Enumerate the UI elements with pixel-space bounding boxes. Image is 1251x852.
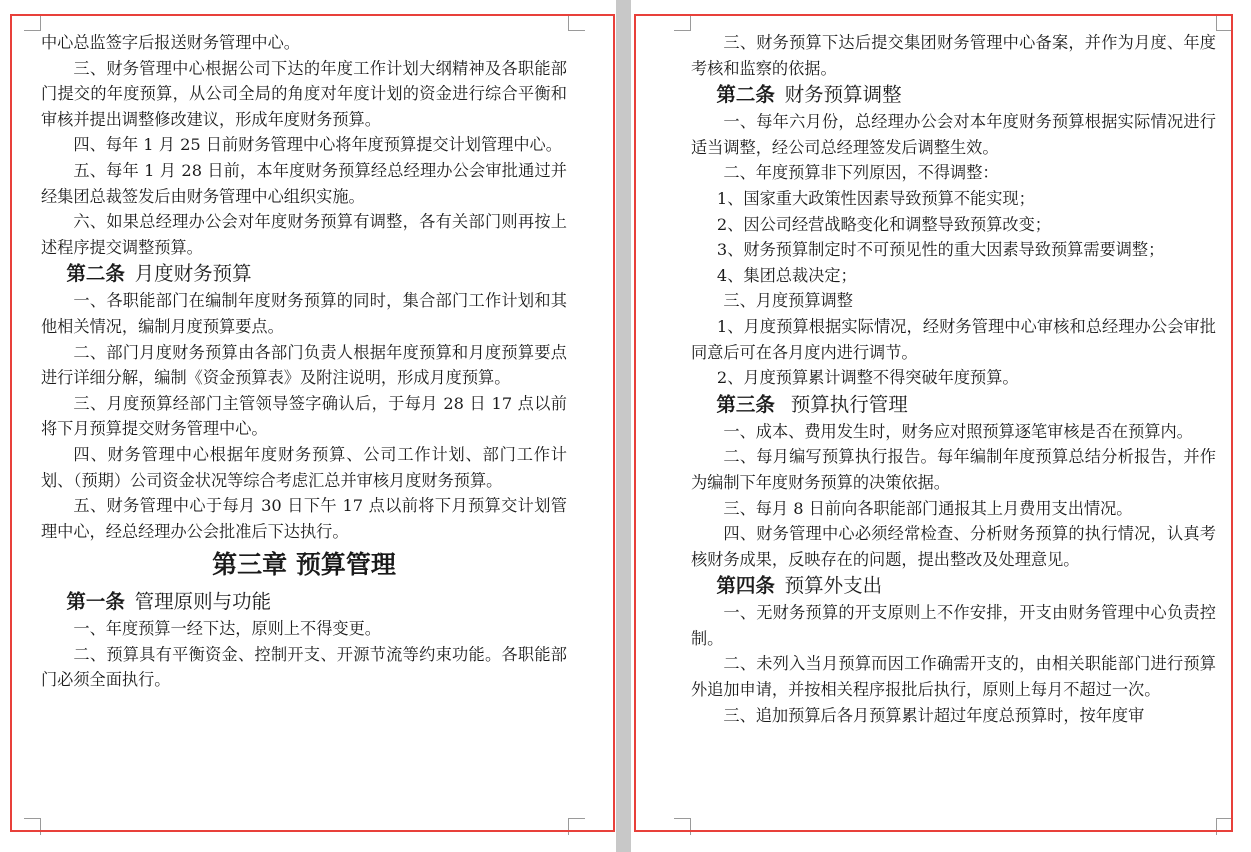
paragraph: 一、各职能部门在编制年度财务预算的同时，集合部门工作计划和其他相关情况，编制月度预算要点。 [41,291,567,336]
article-heading [691,391,1216,419]
article-title: 月度财务预算 [134,262,252,286]
paragraph: 1、月度预算根据实际情况，经财务管理中心审核和总经理办公会审批同意后可在各月度内进行调节。 [691,316,1216,362]
page-gutter [616,0,631,852]
paragraph: 五、财务管理中心于每月 30 日下午 17 点以前将下月预算交计划管理中心，经总经理办公会批准后下达执行。 [41,496,567,541]
paragraph: 3、财务预算制定时不可预见性的重大因素导致预算需要调整； [716,240,1165,260]
paragraph: 三、财务管理中心根据公司下达的年度工作计划大纲精神及各职能部门提交的年度预算，从公司全局的角度对年度计划的资金进行综合平衡和审核并提出调整修改建议，形成年度财务预算。 [41,58,567,129]
paragraph: 二、未列入当月预算而因工作确需开支的，由相关职能部门进行预算外追加申请，并按相关程序报批后执行，原则上每月不超过一次。 [691,654,1216,700]
paragraph: 四、财务管理中心必须经常检查、分析财务预算的执行情况，认真考核财务成果，反映存在的问题，提出整改及处理意见。 [691,524,1216,569]
article-title: 预算外支出 [784,574,883,598]
left-page-text [41,30,567,693]
paragraph: 四、财务管理中心根据年度财务预算、公司工作计划、部门工作计划、（预期）公司资金状况等综合考虑汇总并审核月度财务预算。 [41,444,567,490]
paragraph: 2、月度预算累计调整不得突破年度预算。 [716,368,1019,388]
right-page-text [691,30,1216,728]
article-heading [691,81,1216,109]
paragraph: 1、国家重大政策性因素导致预算不能实现； [716,188,1035,208]
article-number: 第三条 [716,392,775,416]
paragraph: 二、预算具有平衡资金、控制开支、开源节流等约束功能。各职能部门必须全面执行。 [41,644,567,690]
article-heading [691,572,1216,600]
paragraph: 一、无财务预算的开支原则上不作安排，开支由财务管理中心负责控制。 [691,603,1216,648]
paragraph: 中心总监签字后报送财务管理中心。 [41,33,300,52]
article-heading [41,260,567,288]
paragraph: 三、追加预算后各月预算累计超过年度总预算时，按年度审 [723,705,1145,725]
paragraph: 4、集团总裁决定； [716,265,857,285]
paragraph: 二、每月编写预算执行报告。每年编制年度预算总结分析报告，并作为编制下年度财务预算的决策依据。 [691,447,1216,492]
paragraph: 三、月度预算经部门主管领导签字确认后，于每月 28 日 17 点以前将下月预算提交财务管理中心。 [41,393,567,439]
paragraph: 二、年度预算非下列原因，不得调整： [723,163,999,183]
article-title: 管理原则与功能 [134,590,272,614]
article-number: 第四条 [716,574,775,598]
article-number: 第二条 [66,262,125,286]
paragraph: 三、财务预算下达后提交集团财务管理中心备案，并作为月度、年度考核和监察的依据。 [691,33,1216,78]
paragraph: 三、月度预算调整 [723,291,853,311]
paragraph: 一、成本、费用发生时，财务应对照预算逐笔审核是否在预算内。 [723,421,1193,441]
article-number: 第二条 [716,83,775,107]
paragraph: 五、每年 1 月 28 日前，本年度财务预算经总经理办公会审批通过并经集团总裁签发后由财务管理中心组织实施。 [41,160,567,206]
article-heading [41,588,567,616]
chapter-heading: 第三章 预算管理 [212,550,396,580]
paragraph: 四、每年 1 月 25 日前财务管理中心将年度预算提交计划管理中心。 [73,135,562,155]
paragraph: 三、每月 8 日前向各职能部门通报其上月费用支出情况。 [723,498,1133,518]
paragraph: 一、每年六月份，总经理办公会对本年度财务预算根据实际情况进行适当调整，经公司总经理签发后调整生效。 [691,112,1216,157]
paragraph: 二、部门月度财务预算由各部门负责人根据年度预算和月度预算要点进行详细分解，编制《资金预算表》及附注说明，形成月度预算。 [41,342,567,388]
article-number: 第一条 [66,590,125,614]
paragraph: 一、年度预算一经下达，原则上不得变更。 [73,619,381,639]
paragraph: 六、如果总经理办公会对年度财务预算有调整，各有关部门则再按上述程序提交调整预算。 [41,212,567,257]
article-title: 财务预算调整 [784,83,902,107]
paragraph: 2、因公司经营战略变化和调整导致预算改变； [716,214,1051,234]
article-title: 预算执行管理 [784,392,908,416]
